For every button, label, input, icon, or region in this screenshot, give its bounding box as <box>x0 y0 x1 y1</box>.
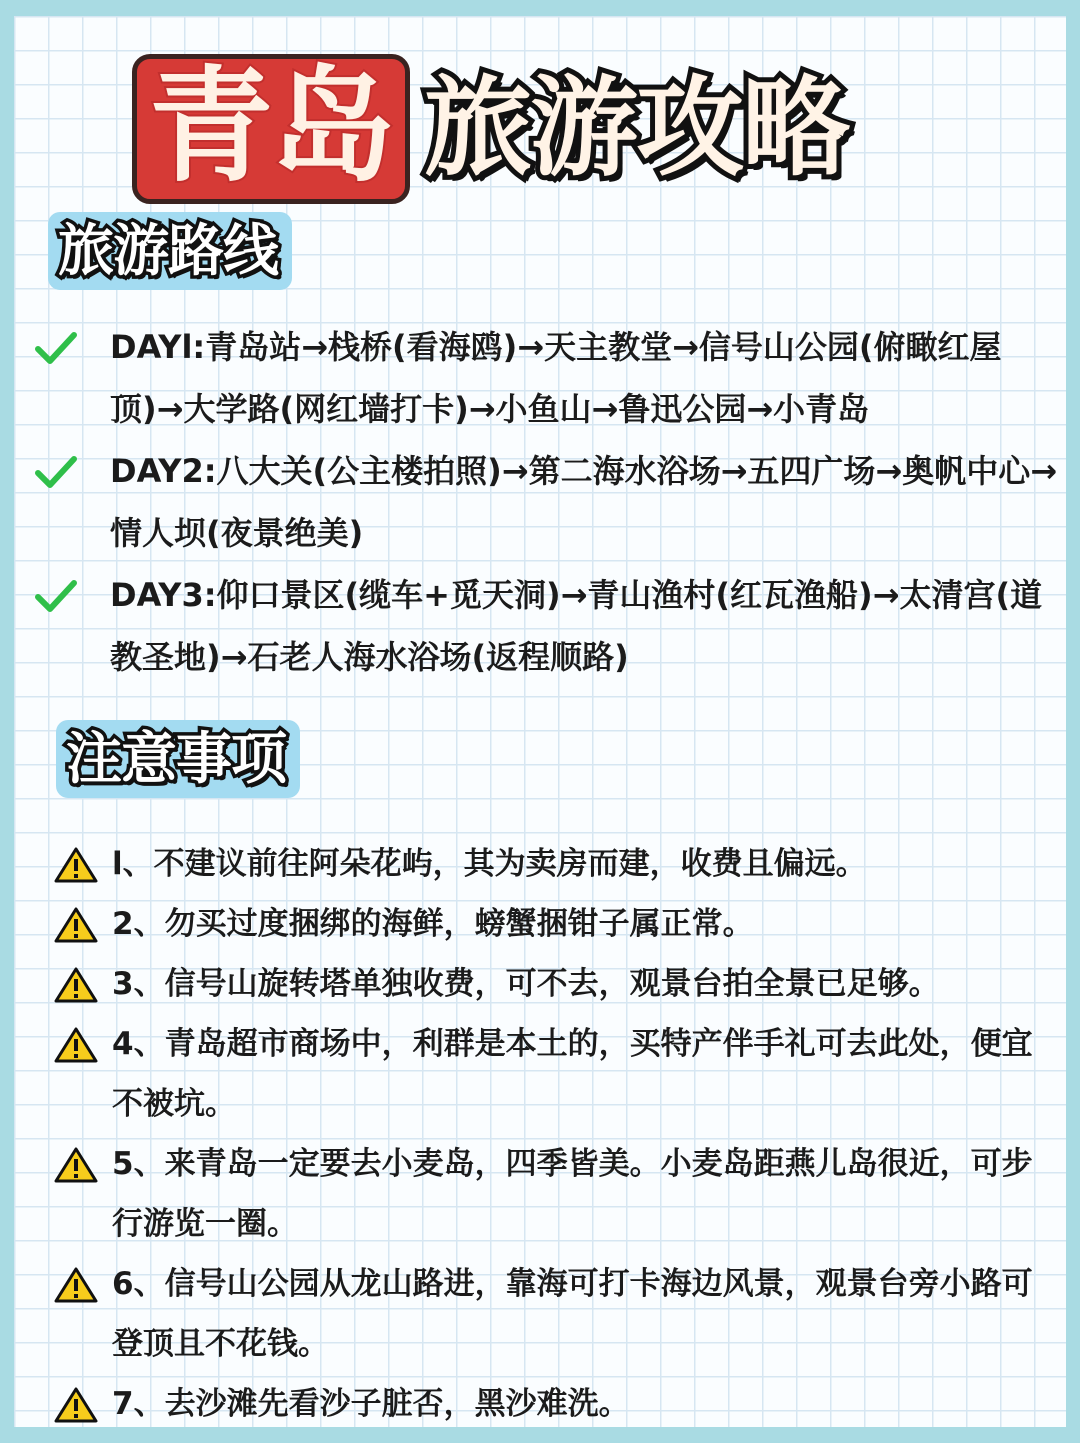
note-text: 5、来青岛一定要去小麦岛，四季皆美。小麦岛距燕儿岛很近，可步行游览一圈。 <box>112 1146 1033 1242</box>
route-text: DAY3:仰口景区(缆车+觅天洞)→青山渔村(红瓦渔船)→太清宫(道教圣地)→石老人海水浴场(返程顺路) <box>110 576 1043 676</box>
route-text: DAYl:青岛站→栈桥(看海鸥)→天主教堂→信号山公园(俯瞰红屋顶)→大学路(网红墙打卡)→小鱼山→鲁迅公园→小青岛 <box>110 328 1002 428</box>
note-item <box>54 894 1054 954</box>
note-item <box>54 1374 1054 1427</box>
warning-icon <box>54 1146 98 1184</box>
warning-icon <box>54 1386 98 1424</box>
route-item-day2 <box>34 440 1064 564</box>
note-text: 3、信号山旋转塔单独收费，可不去，观景台拍全景已足够。 <box>112 966 940 1002</box>
note-text: 6、信号山公园从龙山路进，靠海可打卡海边风景，观景台旁小路可登顶且不花钱。 <box>112 1266 1033 1362</box>
route-text: DAY2:八大关(公主楼拍照)→第二海水浴场→五四广场→奥帆中心→情人坝(夜景绝美) <box>110 452 1058 552</box>
notes-list <box>54 834 1054 1427</box>
warning-icon <box>54 846 98 884</box>
warning-icon <box>54 966 98 1004</box>
note-item <box>54 834 1054 894</box>
note-text: l、不建议前往阿朵花屿，其为卖房而建，收费且偏远。 <box>112 846 867 882</box>
note-text: 2、勿买过度捆绑的海鲜，螃蟹捆钳子属正常。 <box>112 906 754 942</box>
warning-icon <box>54 906 98 944</box>
note-item <box>54 1014 1054 1134</box>
note-item <box>54 1254 1054 1374</box>
note-text: 7、去沙滩先看沙子脏否，黑沙难洗。 <box>112 1386 630 1422</box>
page-title <box>132 56 848 202</box>
notes-heading: 注意事项 <box>56 720 300 798</box>
poster <box>14 16 1066 1427</box>
title-guide: 旅游攻略 <box>424 66 849 191</box>
check-icon <box>34 328 78 368</box>
note-text: 4、青岛超市商场中，利群是本土的，买特产伴手礼可去此处，便宜不被坑。 <box>112 1026 1033 1122</box>
warning-icon <box>54 1266 98 1304</box>
check-icon <box>34 576 78 616</box>
note-item <box>54 954 1054 1014</box>
title-city: 青岛 <box>132 54 410 204</box>
route-item-day1 <box>34 316 1064 440</box>
routes-heading: 旅游路线 <box>48 212 292 290</box>
check-icon <box>34 452 78 492</box>
note-item <box>54 1134 1054 1254</box>
route-list <box>34 316 1064 688</box>
route-item-day3 <box>34 564 1064 688</box>
warning-icon <box>54 1026 98 1064</box>
